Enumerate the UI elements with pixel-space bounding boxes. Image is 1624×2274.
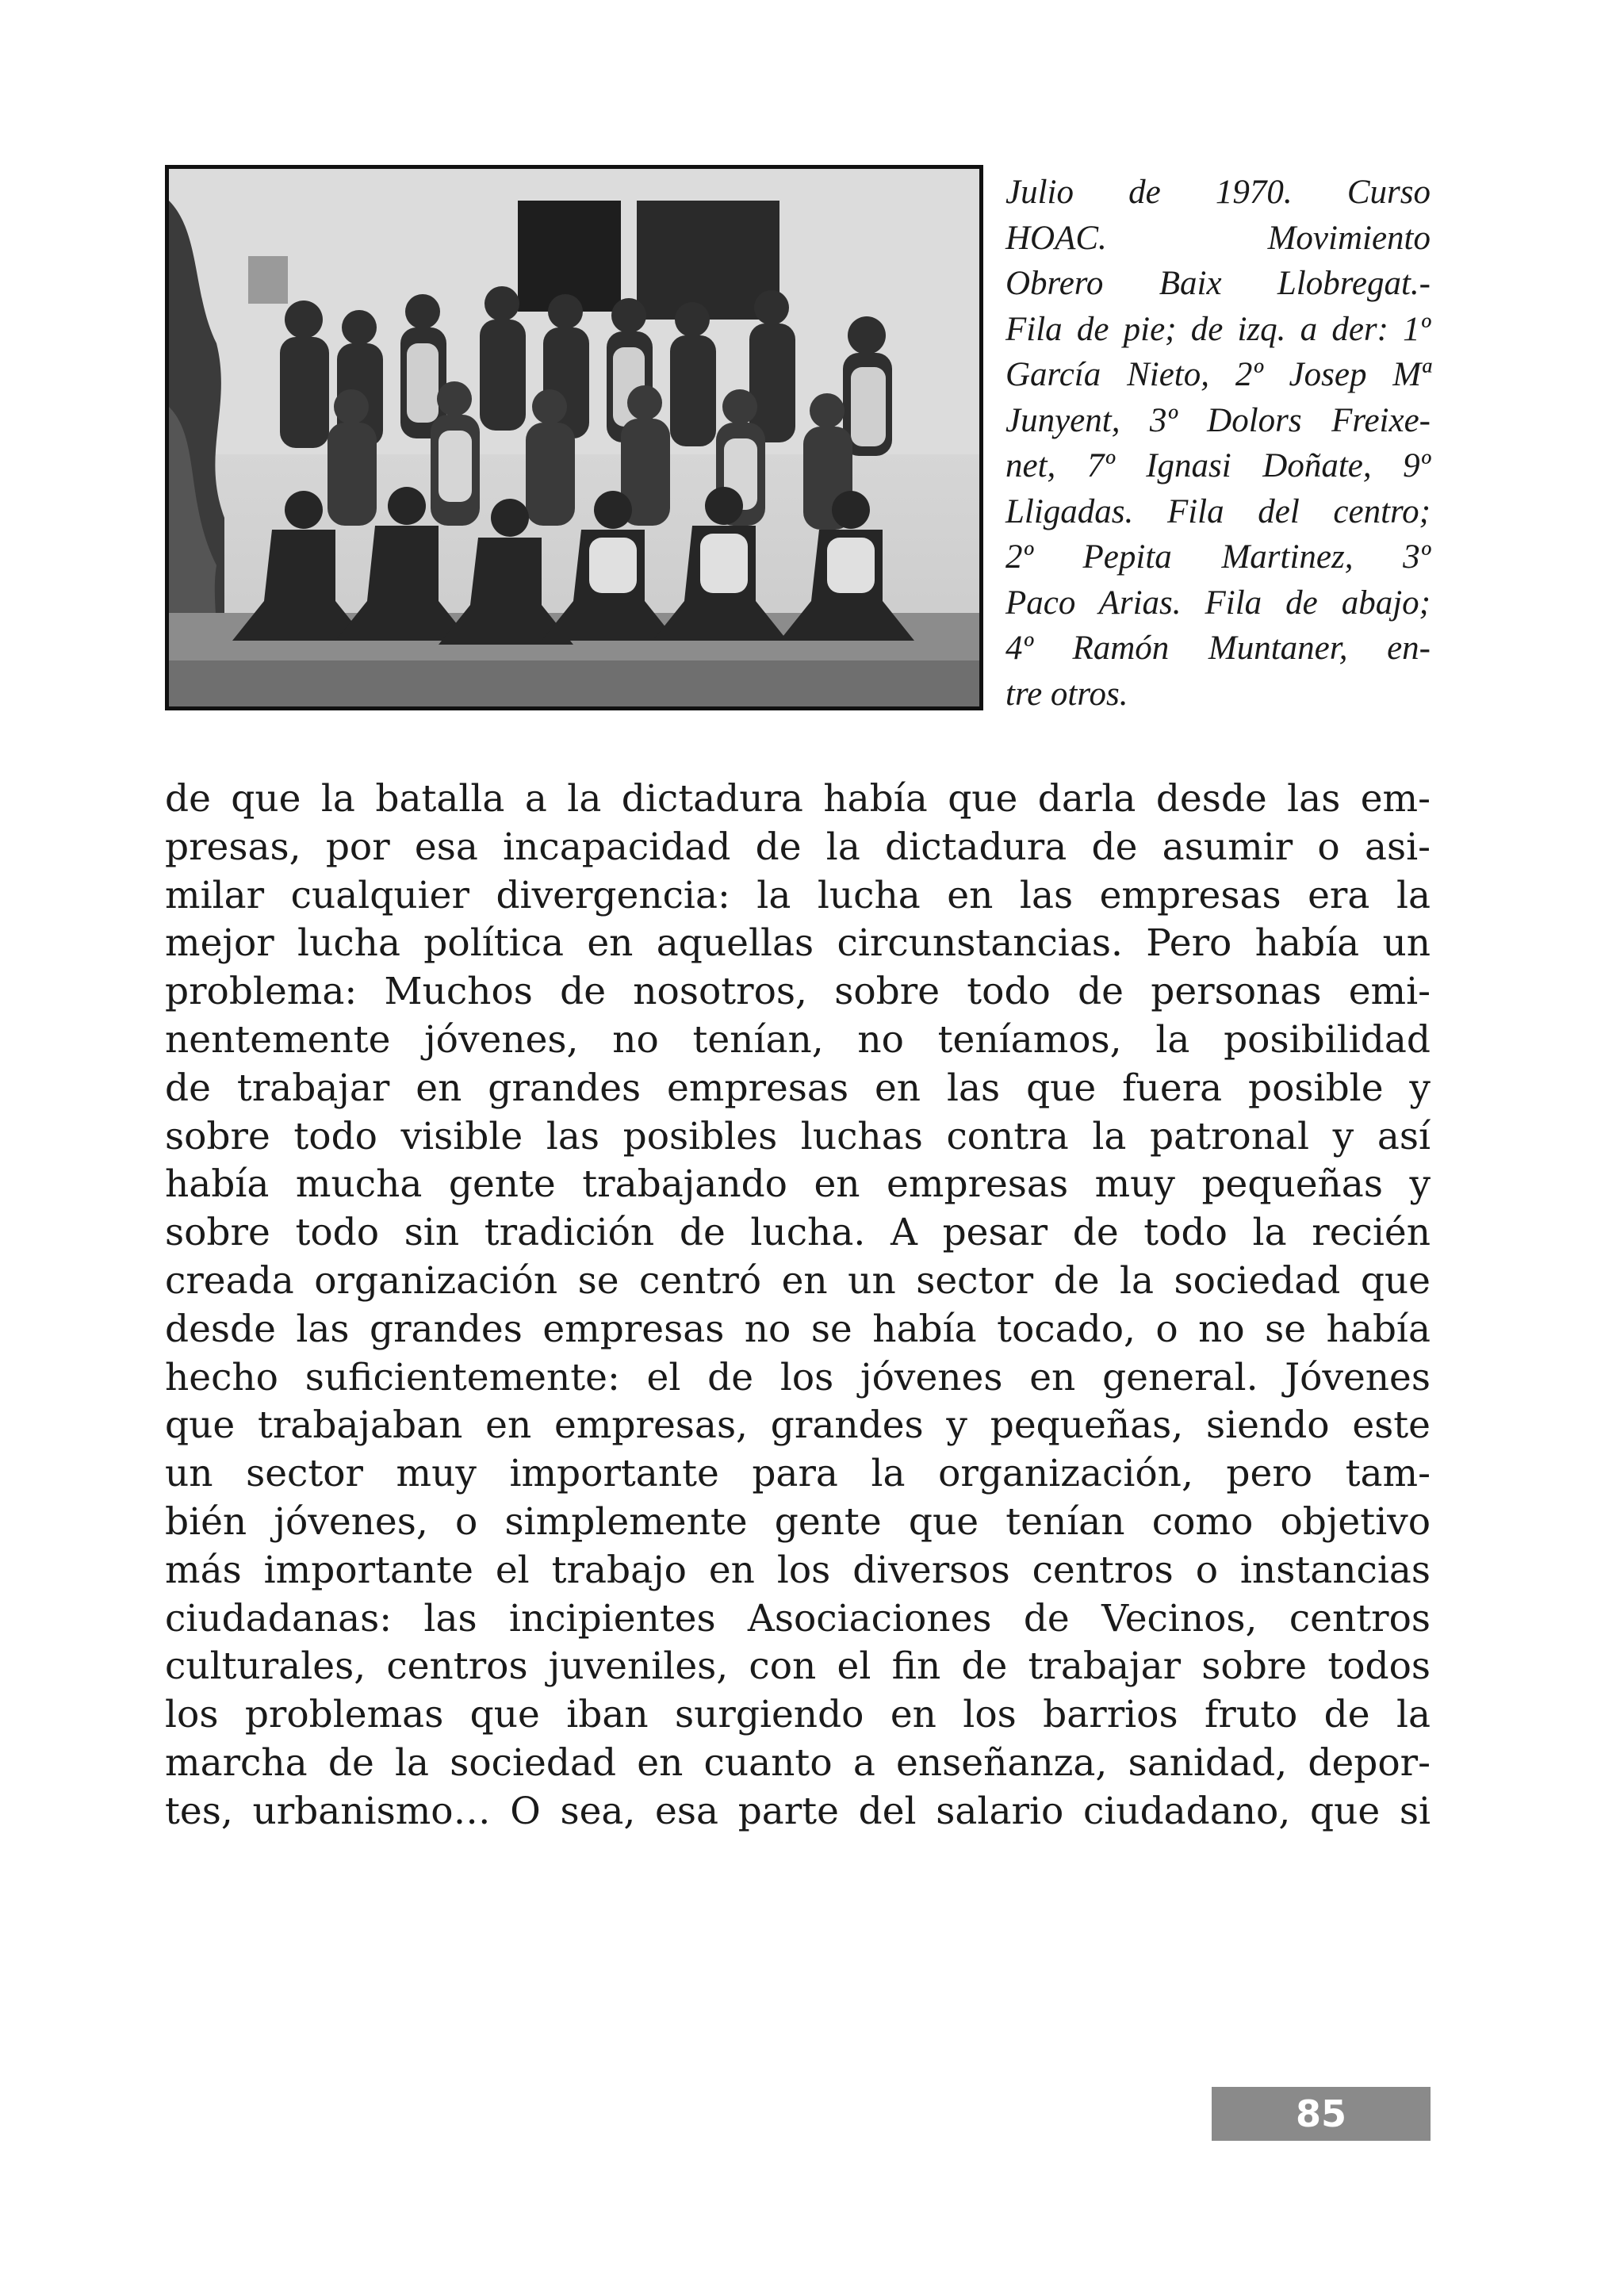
caption-line: Paco Arias. Fila de abajo; — [1005, 584, 1431, 622]
caption-line: Obrero Baix Llobregat.- — [1005, 265, 1431, 302]
caption-line: HOAC. Movimiento — [1005, 219, 1431, 257]
body-line: tes, urbanismo… O sea, esa parte del salario ciudadano, que si — [165, 1789, 1431, 1833]
caption-line: Fila de pie; de izq. a der: 1º — [1005, 310, 1431, 348]
body-line: creada organización se centró en un sector de la sociedad que — [165, 1258, 1431, 1303]
body-line: milar cualquier divergencia: la lucha en las empresas era la — [165, 873, 1431, 917]
body-line: nentemente jóvenes, no tenían, no teníamos, la posibilidad — [165, 1017, 1431, 1062]
body-line: un sector muy importante para la organización, pero tam- — [165, 1452, 1431, 1496]
body-line: mejor lucha política en aquellas circunstancias. Pero había un — [165, 921, 1431, 966]
caption-line: Lligadas. Fila del centro; — [1005, 492, 1431, 530]
group-photo-icon — [169, 169, 979, 706]
body-line: sobre todo visible las posibles luchas contra la patronal y así — [165, 1114, 1431, 1158]
body-line: desde las grandes empresas no se había tocado, o no se había — [165, 1307, 1431, 1351]
caption-line: 4º Ramón Muntaner, en- — [1005, 630, 1431, 667]
body-line: bién jóvenes, o simplemente gente que tenían como objetivo — [165, 1499, 1431, 1544]
body-line: sobre todo sin tradición de lucha. A pesar de todo la recién — [165, 1211, 1431, 1255]
body-line: presas, por esa incapacidad de la dictadura de asumir o asi- — [165, 825, 1431, 869]
body-line: hecho suficientemente: el de los jóvenes en general. Jóvenes — [165, 1355, 1431, 1399]
caption-line: Julio de 1970. Curso — [1005, 174, 1431, 211]
body-line: culturales, centros juveniles, con el fin de trabajar sobre todos — [165, 1644, 1431, 1689]
caption-line: Junyent, 3º Dolors Freixe- — [1005, 401, 1431, 439]
body-line: problema: Muchos de nosotros, sobre todo de personas emi- — [165, 970, 1431, 1014]
body-line: de que la batalla a la dictadura había que darla desde las em- — [165, 777, 1431, 821]
caption-line: 2º Pepita Martinez, 3º — [1005, 538, 1431, 576]
body-line: que trabajaban en empresas, grandes y pequeñas, siendo este — [165, 1403, 1431, 1448]
body-paragraph — [165, 775, 1431, 1836]
body-line: había mucha gente trabajando en empresas muy pequeñas y — [165, 1162, 1431, 1207]
group-photo — [165, 165, 983, 710]
page-number: 85 — [1212, 2087, 1431, 2141]
body-line: de trabajar en grandes empresas en las que fuera posible y — [165, 1066, 1431, 1110]
body-line: ciudadanas: las incipientes Asociaciones de Vecinos, centros — [165, 1596, 1431, 1640]
photo-caption — [1005, 170, 1431, 717]
caption-line: García Nieto, 2º Josep Mª — [1005, 356, 1431, 393]
caption-line: tre otros. — [1005, 675, 1128, 713]
body-line: marcha de la sociedad en cuanto a enseñanza, sanidad, depor- — [165, 1740, 1431, 1785]
body-line: los problemas que iban surgiendo en los barrios fruto de la — [165, 1693, 1431, 1737]
caption-line: net, 7º Ignasi Doñate, 9º — [1005, 447, 1431, 484]
body-line: más importante el trabajo en los diversos centros o instancias — [165, 1548, 1431, 1592]
